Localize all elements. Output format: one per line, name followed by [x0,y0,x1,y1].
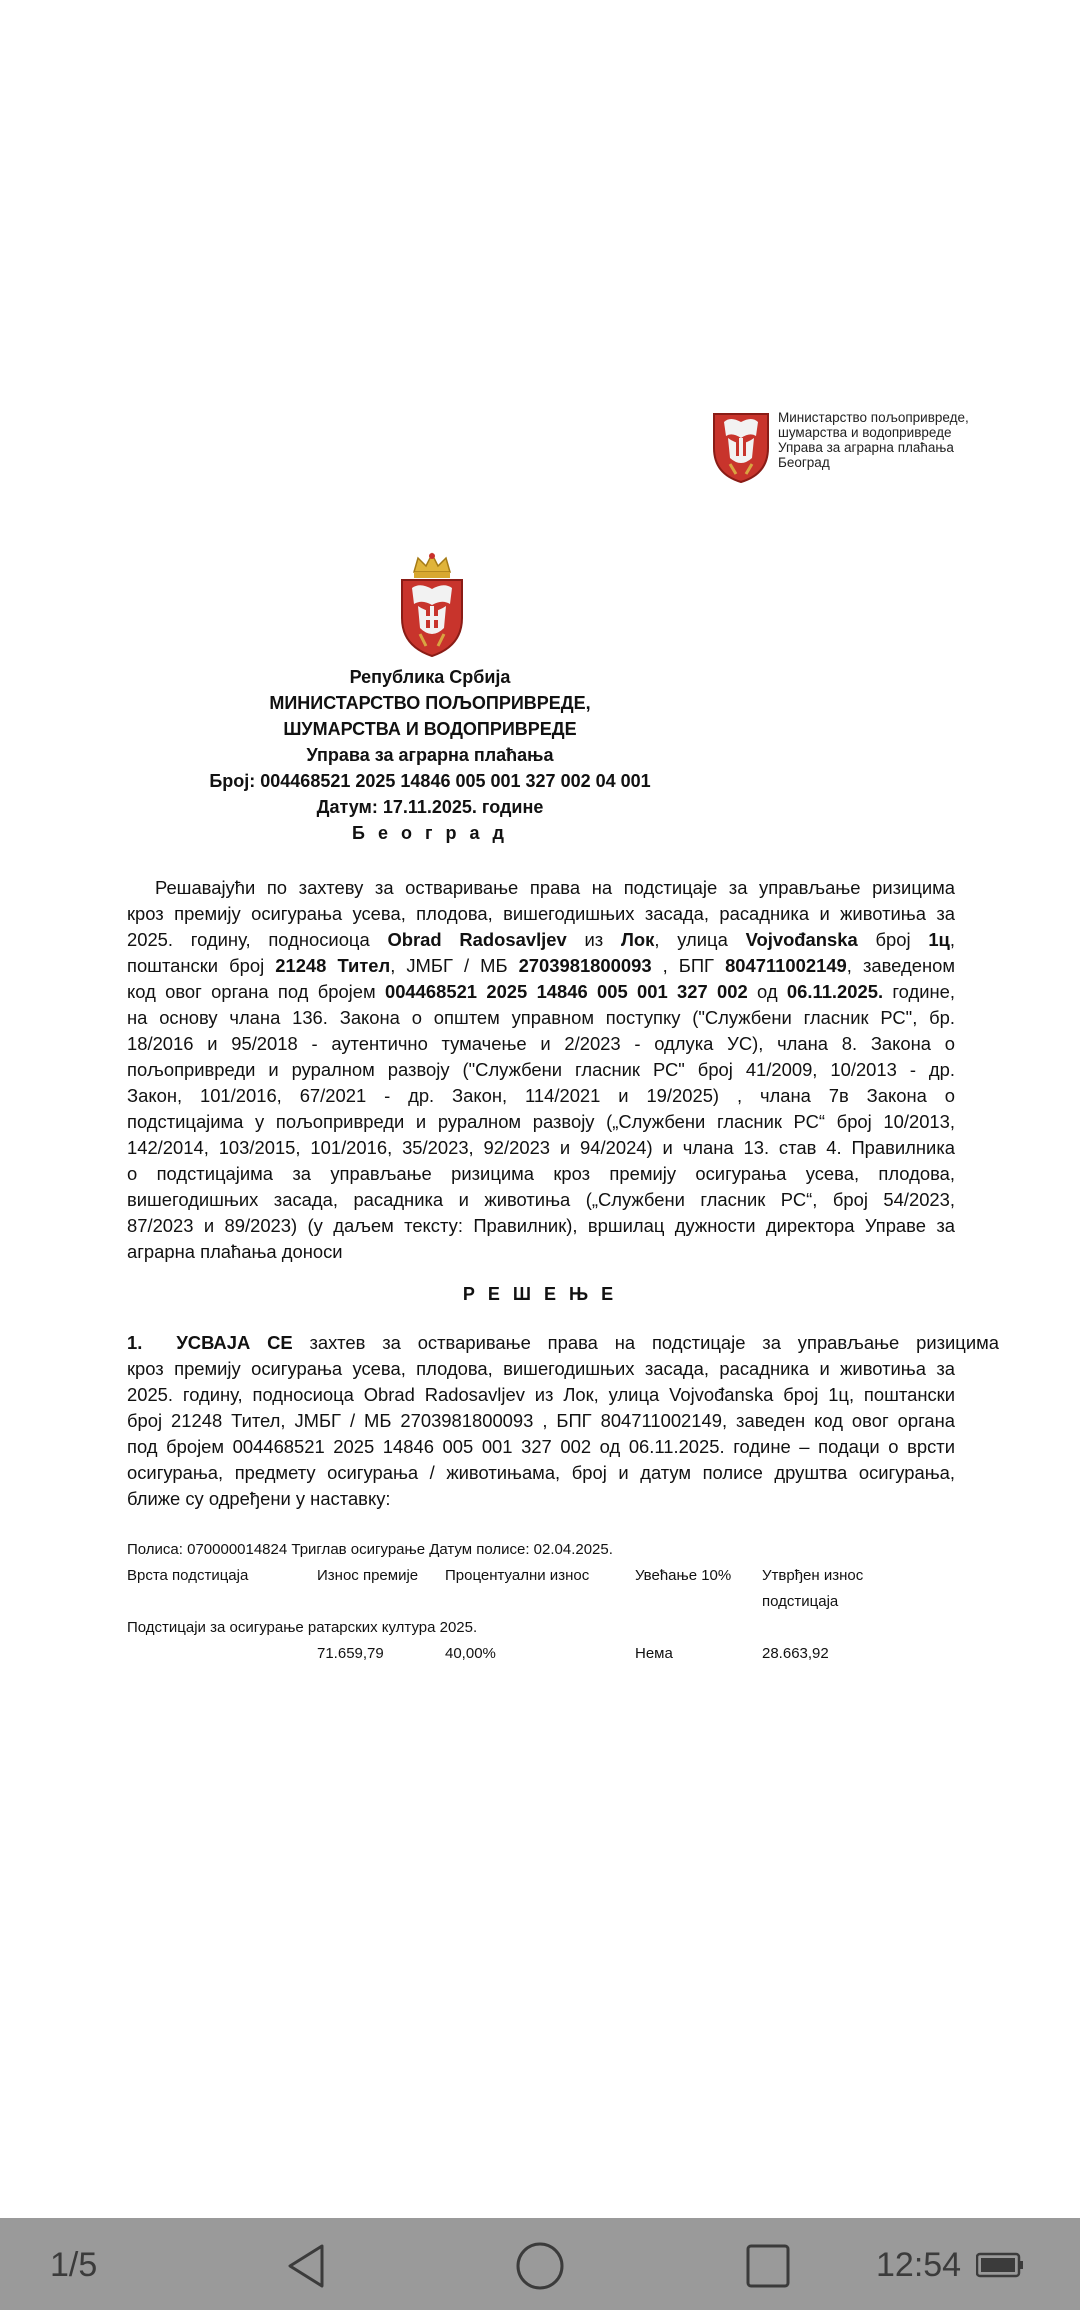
decision-lead: УСВАЈА СЕ [176,1332,293,1353]
text-run: поштански број [127,955,276,976]
paragraph-line [127,953,955,979]
paragraph-line: подстицајима у пољопривреди и руралном развоју („Службени гласник РС“ број 10/2013, [127,1111,955,1132]
republic-name: Република Србија [349,667,511,687]
column-header: Увећање 10% [635,1567,732,1584]
jmbg-number: 2703981800093 [518,955,652,976]
battery-icon [976,2252,1024,2278]
text-run: из [566,929,622,950]
paragraph-line: број 21248 Тител, ЈМБГ / МБ 2703981800093 , БПГ 804711002149, заведен код овог органа [127,1410,955,1431]
serbian-crest-icon [396,552,468,658]
applicant-street: Vojvođanska [745,929,858,950]
paragraph-line: пољопривреди и руралном развоју ("Службени гласник РС" број 41/2009, 10/2013 - др. [127,1059,955,1080]
paragraph-line: аграрна плаћања доноси [127,1241,343,1262]
column-header: подстицаја [762,1593,839,1610]
paragraph-line: вишегодишњих засада, расадника и животиња („Службени гласник РС“, број 54/2023, [127,1189,955,1210]
paragraph-line [127,979,955,1005]
system-navigation-bar [0,2218,1080,2310]
text-run: захтев за остваривање права на подстицаје за управљање ризицима [292,1332,999,1353]
applicant-place: Лок [621,929,655,950]
text-run: код овог органа под бројем [127,981,385,1002]
paragraph-line: на основу члана 136. Закона о општем управном поступку ("Службени гласник РС", бр. [127,1007,955,1028]
document-city: Б е о г р а д [352,823,508,843]
paragraph-line: Решавајући по захтеву за остваривање права на подстицаје за управљање ризицима [155,877,955,898]
decision-paragraph [127,1330,999,1512]
paragraph-line: Закон, 101/2016, 67/2021 - др. Закон, 114/2021 и 19/2025) , члана 7в Закона о [127,1085,955,1106]
text-run: године, [883,981,956,1002]
decision-number: 1. [127,1332,143,1353]
ministry-logo-line: Београд [778,455,830,470]
paragraph-line: 142/2014, 103/2015, 101/2016, 35/2023, 92/2023 и 94/2024) и члана 13. став 4. Правилника [127,1137,955,1158]
column-header: Процентуални износ [445,1567,590,1584]
paragraph-line: под бројем 004468521 2025 14846 005 001 327 002 од 06.11.2025. године – подаци о врсти [127,1436,955,1457]
document-header [150,664,710,846]
ministry-name-line1: МИНИСТАРСТВО ПОЉОПРИВРЕДЕ, [269,693,591,713]
text-run: , ЈМБГ / МБ [390,955,519,976]
text-run: , улица [654,929,746,950]
ministry-logo-line: Управа за аграрна плаћања [778,440,954,455]
table-header-row-cont [127,1589,887,1615]
applicant-name: Obrad Radosavljev [387,929,567,950]
intro-paragraph [127,875,955,1265]
paragraph-line: кроз премију осигурања усева, плодова, вишегодишњих засада, расадника и животиња за [127,903,955,924]
paragraph-line [127,1330,999,1356]
column-header: Врста подстицаја [127,1567,249,1584]
paragraph-line: осигурања, предмету осигурања / животињама, број и датум полисе друштва осигурања, [127,1462,955,1483]
text-run: , БПГ [651,955,726,976]
postal-code: 21248 Тител [275,955,391,976]
text-run: , заведеном [846,955,955,976]
table-row [127,1641,887,1667]
percent-amount: 40,00% [445,1645,496,1662]
paragraph-line: кроз премију осигурања усева, плодова, вишегодишњих засада, расадника и животиња за [127,1358,955,1379]
case-number: 004468521 2025 14846 005 001 327 002 [384,981,748,1002]
document-date: Датум: 17.11.2025. године [316,797,544,817]
paragraph-line: о подстицајима за управљање ризицима кроз премију осигурања усева, плодова, [127,1163,955,1184]
paragraph-line: 87/2023 и 89/2023) (у даљем тексту: Правилник), вршилац дужности директора Управе за [127,1215,955,1236]
table-category-row [127,1615,887,1641]
serbian-coat-of-arms-icon [710,408,772,484]
ministry-logo [710,408,1000,484]
premium-amount: 71.659,79 [317,1645,384,1662]
paragraph-line [127,927,955,953]
back-icon[interactable] [282,2240,334,2292]
decision-title: Р Е Ш Е Њ Е [462,1284,618,1304]
increase-value: Нема [635,1645,673,1662]
paragraph-line: 18/2016 и 95/2018 - аутентично тумачење и 2/2023 - одлука УС), члана 8. Закона о [127,1033,955,1054]
applicant-house-number: 1ц [928,929,950,950]
home-icon[interactable] [514,2240,566,2292]
text-run: од [747,981,787,1002]
text-run: , [949,929,955,950]
text-run: број [857,929,929,950]
column-header: Износ премије [317,1567,419,1584]
ministry-name-line2: ШУМАРСТВА И ВОДОПРИВРЕДЕ [283,719,577,739]
text-run: 2025. годину, подносиоца [127,929,388,950]
bpg-number: 804711002149 [725,955,847,976]
ministry-logo-line: Министарство пољопривреде, [778,410,969,425]
policy-row [127,1537,887,1563]
paragraph-line: 2025. годину, подносиоца Obrad Radosavljev из Лок, улица Vojvođanska број 1ц, поштански [127,1384,955,1405]
policy-info: Полиса: 070000014824 Триглав осигурање Датум полисе: 02.04.2025. [127,1541,613,1558]
ministry-logo-line: шумарства и водопривреде [778,425,952,440]
determined-amount: 28.663,92 [762,1645,829,1662]
clock: 12:54 [876,2246,962,2284]
document-number: Број: 004468521 2025 14846 005 001 327 002 04 001 [209,771,651,791]
column-header: Утврђен износ [762,1567,864,1584]
directorate-name: Управа за аграрна плаћања [306,745,554,765]
table-header-row [127,1563,887,1589]
filed-date: 06.11.2025. [786,981,884,1002]
paragraph-line: ближе су одређени у наставку: [127,1488,391,1509]
page-indicator: 1/5 [50,2246,98,2284]
recent-apps-icon[interactable] [742,2240,794,2292]
subsidy-category: Подстицаји за осигурање ратарских култура 2025. [127,1619,478,1636]
subsidy-table [127,1537,887,1667]
